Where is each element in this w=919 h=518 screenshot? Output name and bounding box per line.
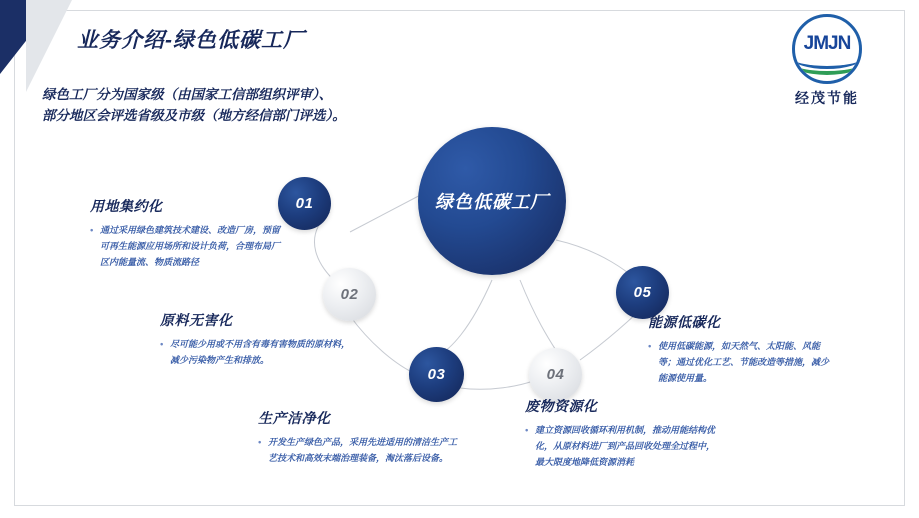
subtitle-line-1: 绿色工厂分为国家级（由国家工信部组织评审）、: [42, 87, 333, 102]
hub-label: 绿色低碳工厂: [435, 192, 549, 212]
node-01[interactable]: [278, 177, 331, 230]
item-01-body: • 通过采用绿色建筑技术建设、改造厂房，预留可再生能源应用场所和设计负荷，合理布局厂区内能量流、物质流路径: [90, 222, 280, 270]
logo-mark-text: JMJN: [803, 33, 851, 54]
hub-node: [418, 127, 566, 275]
item-05-heading: 能源低碳化: [648, 314, 721, 330]
node-01-number: 01: [295, 195, 314, 212]
node-04-number: 04: [546, 366, 565, 383]
item-04-heading: 废物资源化: [525, 398, 598, 414]
subtitle-line-2: 部分地区会评选省级及市级（地方经信部门评选）。: [42, 108, 346, 123]
item-block-04: [525, 396, 715, 470]
item-block-03: [258, 408, 458, 466]
logo-company-name: 经茂节能: [795, 90, 859, 106]
item-block-01: [90, 196, 280, 270]
node-02-number: 02: [340, 286, 359, 303]
node-03-number: 03: [427, 366, 446, 383]
item-02-heading: 原料无害化: [160, 312, 233, 328]
node-05-number: 05: [633, 284, 652, 301]
node-03[interactable]: [409, 347, 464, 402]
item-03-heading: 生产洁净化: [258, 410, 331, 426]
item-01-heading: 用地集约化: [90, 198, 163, 214]
item-05-body: • 使用低碳能源，如天然气、太阳能、风能等；通过优化工艺、节能改造等措施，减少能源使用量。: [648, 338, 833, 386]
item-block-02: [160, 310, 350, 368]
page-title: 业务介绍-绿色低碳工厂: [77, 29, 305, 52]
item-block-05: [648, 312, 833, 386]
item-03-body: • 开发生产绿色产品，采用先进适用的清洁生产工艺技术和高效末端治理装备，淘汰落后设备。: [258, 434, 458, 466]
node-04[interactable]: [529, 348, 582, 401]
item-02-body: • 尽可能少用或不用含有毒有害物质的原材料，减少污染物产生和排放。: [160, 336, 350, 368]
item-04-body: • 建立资源回收循环利用机制，推动用能结构优化，从原材料进厂到产品回收处理全过程中，最大限度地降低资源消耗: [525, 422, 715, 470]
